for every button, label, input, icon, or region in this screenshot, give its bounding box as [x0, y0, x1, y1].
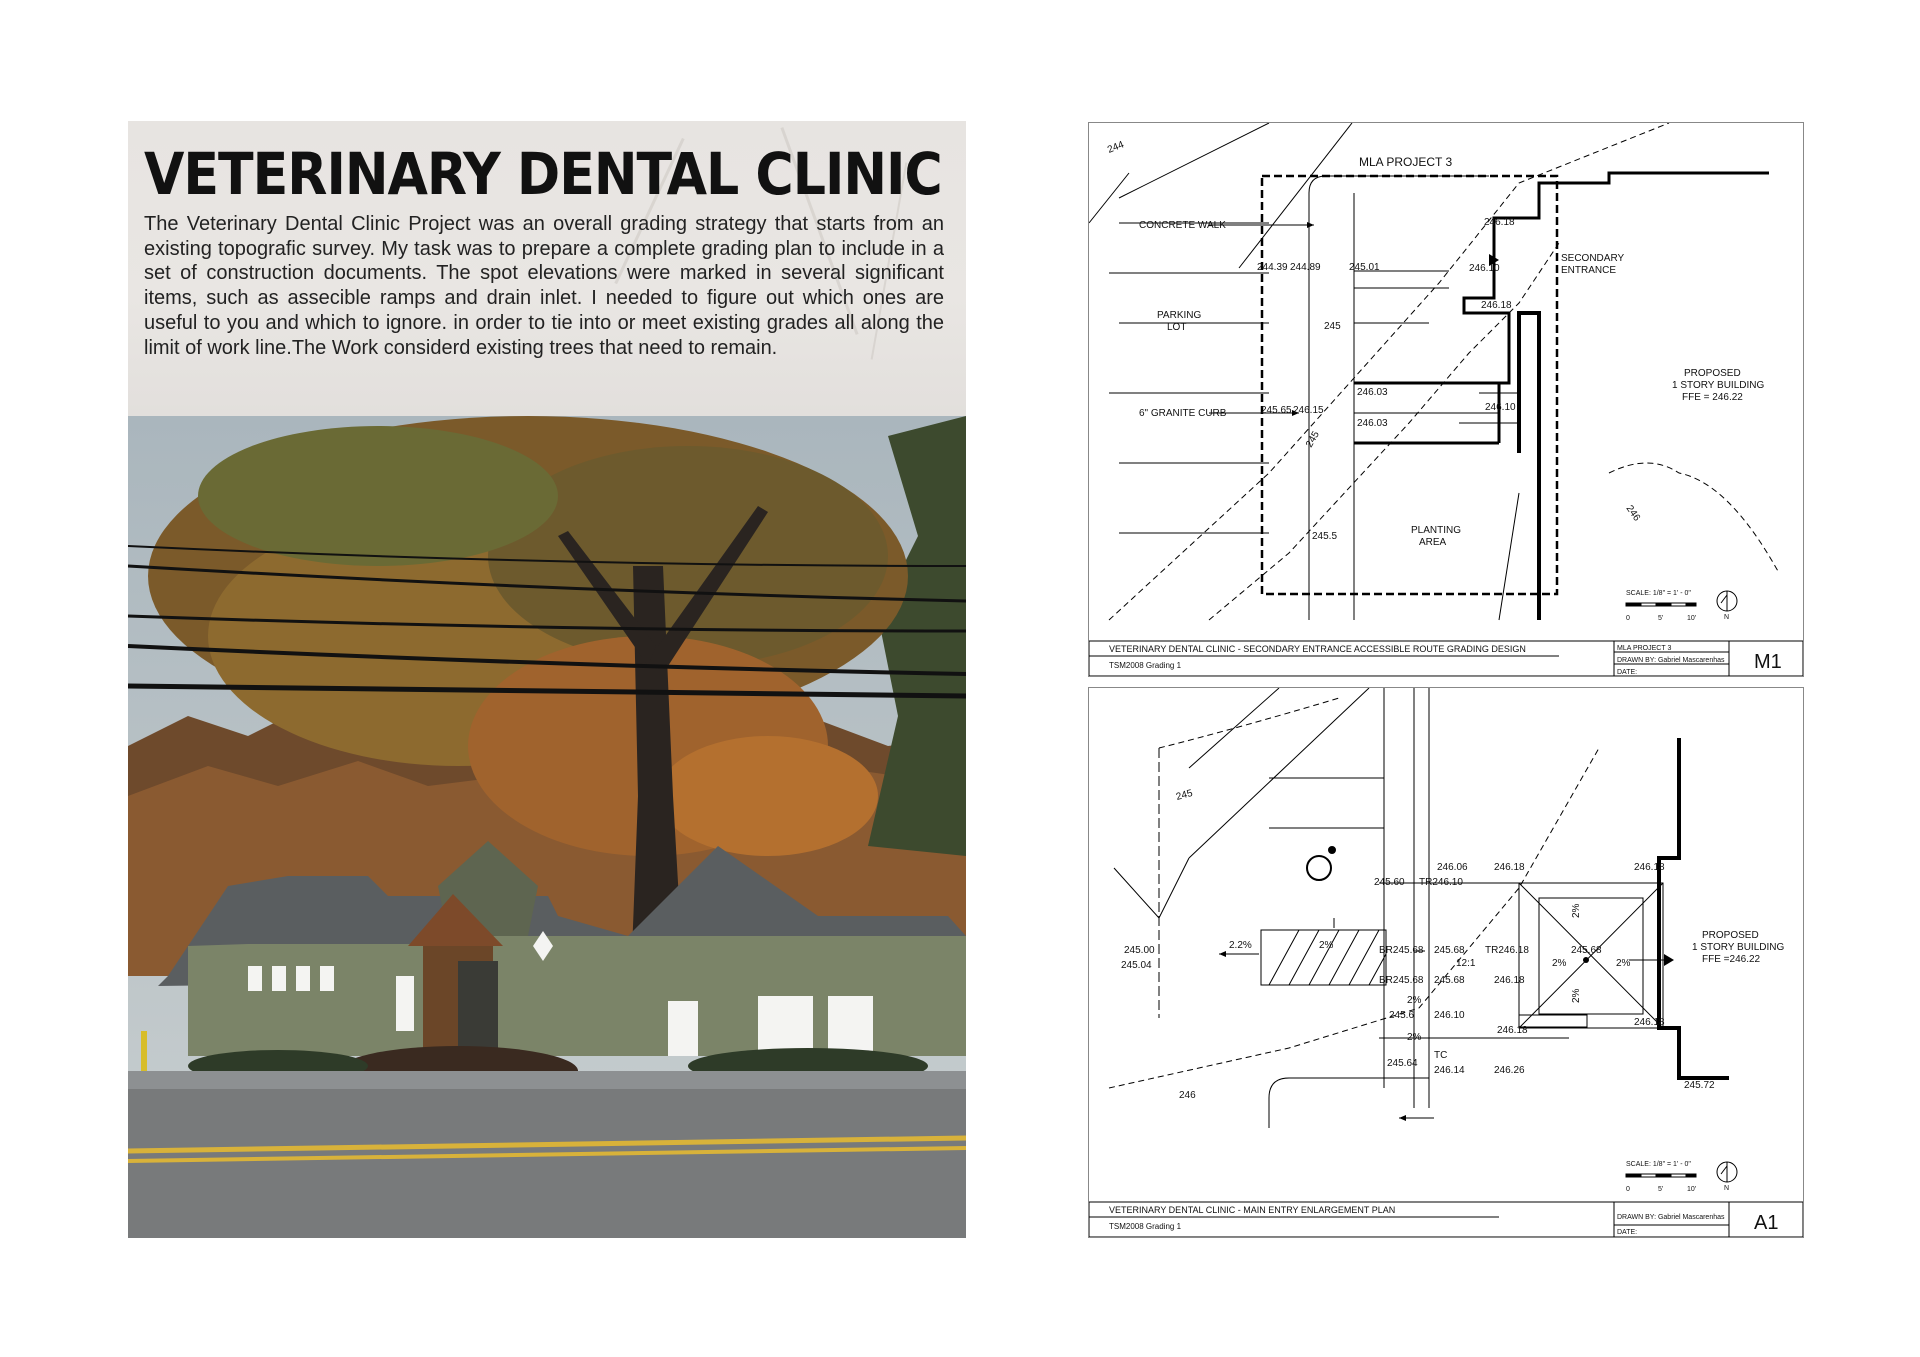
spot-elevation: 246.18 [1484, 217, 1515, 228]
parking-label: LOT [1167, 322, 1187, 333]
contour-label: 245 [1174, 787, 1194, 803]
contour-label: 244 [1106, 139, 1126, 156]
spot-elevation: 246.18 [1481, 300, 1512, 311]
drawing-sheet-a1 [1088, 687, 1804, 1238]
building-label: PROPOSED [1684, 368, 1741, 379]
spot-elevation: 245.65 [1261, 405, 1292, 416]
title-block-project: MLA PROJECT 3 [1617, 645, 1672, 652]
spot-elevation: 246.10 [1469, 263, 1500, 274]
scale-tick: 0 [1626, 615, 1630, 622]
spot-elevation: 246.10 [1485, 402, 1516, 413]
spot-elevation: 244.39 [1257, 262, 1288, 273]
spot-elevation: 245.60 [1374, 877, 1405, 888]
slope-label: 2% [1571, 988, 1582, 1003]
tc-label: TC [1434, 1050, 1448, 1061]
ratio-label: 12:1 [1456, 958, 1476, 969]
grading-plan-a1 [1089, 688, 1803, 1237]
title-block-date: DATE: [1617, 1229, 1638, 1236]
slope-label: 2% [1407, 995, 1422, 1006]
slope-label: 2% [1552, 958, 1567, 969]
spot-elevation: 246.18 [1494, 862, 1525, 873]
title-block-drawn-by: DRAWN BY: Gabriel Mascarenhas [1617, 1214, 1725, 1221]
scale-label: SCALE: 1/8" = 1' - 0" [1626, 1161, 1691, 1168]
spot-elevation: 246.06 [1437, 862, 1468, 873]
concrete-walk-label: CONCRETE WALK [1139, 220, 1226, 231]
spot-elevation: 245.68 [1571, 945, 1602, 956]
secondary-entrance-label: ENTRANCE [1561, 265, 1617, 276]
title-block-date: DATE: [1617, 669, 1638, 676]
scale-tick: 10' [1687, 1186, 1697, 1193]
drawing-sheet-m1 [1088, 122, 1804, 677]
sheet-number: A1 [1754, 1212, 1779, 1234]
spot-elevation: 246.03 [1357, 418, 1388, 429]
secondary-entrance-label: SECONDARY [1561, 253, 1625, 264]
granite-curb-label: 6" GRANITE CURB [1139, 408, 1227, 419]
building-label: 1 STORY BUILDING [1692, 942, 1785, 953]
scale-tick: 10' [1687, 615, 1697, 622]
accessible-icon [1307, 847, 1335, 880]
spot-elevation: 246.18 [1634, 1017, 1665, 1028]
title-block-course: TSM2008 Grading 1 [1109, 1222, 1182, 1231]
sheet-number: M1 [1754, 651, 1782, 673]
scale-label: SCALE: 1/8" = 1' - 0" [1626, 590, 1691, 597]
building-label: 1 STORY BUILDING [1672, 380, 1765, 391]
spot-elevation: BR245.68 [1379, 945, 1424, 956]
spot-elevation: 244.89 [1290, 262, 1321, 273]
spot-elevation: TR246.18 [1485, 945, 1529, 956]
north-label: N [1724, 614, 1730, 621]
slope-label: 2% [1407, 1032, 1422, 1043]
spot-elevation: 246.15 [1293, 405, 1324, 416]
clinic-photo [128, 416, 966, 1238]
spot-elevation: 245.6 [1389, 1010, 1415, 1021]
parking-label: PARKING [1157, 310, 1202, 321]
building-label: FFE =246.22 [1702, 954, 1761, 965]
spot-elevation: 246.18 [1634, 862, 1665, 873]
slope-label: 2.2% [1229, 940, 1252, 951]
building-label: PROPOSED [1702, 930, 1759, 941]
page-title: VETERINARY DENTAL CLINIC [144, 140, 942, 208]
scale-bar [1626, 603, 1696, 606]
spot-elevation: 245.72 [1684, 1080, 1715, 1091]
title-block-title: VETERINARY DENTAL CLINIC - MAIN ENTRY ENLARGEMENT PLAN [1109, 1205, 1396, 1215]
north-arrow-icon [1717, 1162, 1737, 1182]
spot-elevation: 246.03 [1357, 387, 1388, 398]
slope-label: 2% [1319, 940, 1334, 951]
scale-bar [1626, 1174, 1696, 1177]
title-block-title: VETERINARY DENTAL CLINIC - SECONDARY ENTRANCE ACCESSIBLE ROUTE GRADING DESIGN [1109, 644, 1526, 654]
spot-elevation: 245.64 [1387, 1058, 1418, 1069]
title-block-course: TSM2008 Grading 1 [1109, 661, 1182, 670]
contour-label: 246 [1623, 503, 1643, 524]
scale-tick: 0 [1626, 1186, 1630, 1193]
slope-label: 2% [1616, 958, 1631, 969]
contour-label: 245 [1324, 321, 1341, 332]
spot-elevation: 245.00 [1124, 945, 1155, 956]
title-block-drawn-by: DRAWN BY: Gabriel Mascarenhas [1617, 657, 1725, 664]
spot-elevation: 245.68 [1434, 945, 1465, 956]
spot-elevation: 245.04 [1121, 960, 1152, 971]
spot-elevation: 246.18 [1497, 1025, 1528, 1036]
spot-elevation: 245.5 [1312, 531, 1338, 542]
grading-plan-m1 [1089, 123, 1803, 676]
north-label: N [1724, 1185, 1730, 1192]
spot-elevation: 245.68 [1434, 975, 1465, 986]
spot-elevation: 246.14 [1434, 1065, 1465, 1076]
project-label: MLA PROJECT 3 [1359, 155, 1453, 169]
spot-elevation: TR246.10 [1419, 877, 1463, 888]
building-label: FFE = 246.22 [1682, 392, 1743, 403]
spot-elevation: 246.10 [1434, 1010, 1465, 1021]
project-description: The Veterinary Dental Clinic Project was an overall grading strategy that starts from an existing topografic survey. My task was to prepare a complete grading plan to include in a set of construction documents. The spot elevations were marked in several significant items, such as assecible ramps and drain inlet. I needed to figure out which ones are useful to you and which to ignore. in order to tie into or meet existing grades all along the limit of work line.The Work considerd existing trees that need to remain. [144, 213, 944, 359]
spot-elevation: 246.26 [1494, 1065, 1525, 1076]
scale-tick: 5' [1658, 615, 1664, 622]
text-band [128, 121, 966, 416]
contour-label: 245 [1304, 429, 1322, 450]
north-arrow-icon [1717, 591, 1737, 611]
slope-label: 2% [1571, 903, 1582, 918]
spot-elevation: 246.18 [1494, 975, 1525, 986]
spot-elevation: BR245.68 [1379, 975, 1424, 986]
spot-elevation: 245.01 [1349, 262, 1380, 273]
project-panel [128, 121, 966, 1238]
scale-tick: 5' [1658, 1186, 1664, 1193]
planting-area-label: AREA [1419, 537, 1447, 548]
planting-area-label: PLANTING [1411, 525, 1462, 536]
contour-label: 246 [1179, 1090, 1196, 1101]
